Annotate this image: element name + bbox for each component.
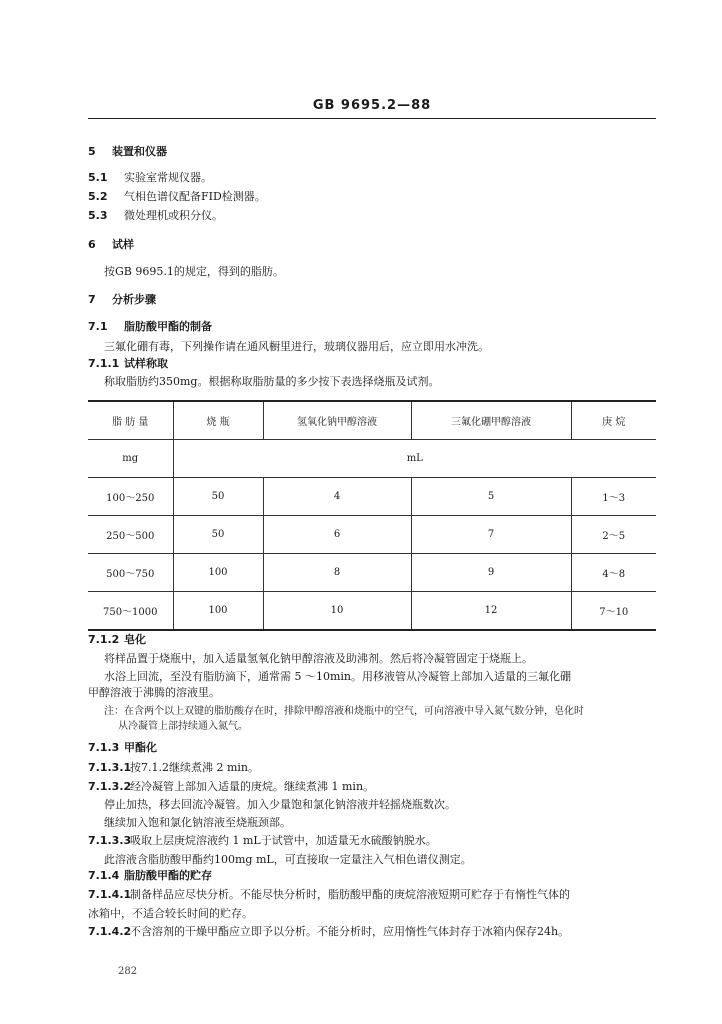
section-7-1-3-1: 7.1.3.1按7.1.2继续煮沸 2 min。	[88, 761, 260, 774]
cell-flask: 50	[173, 478, 263, 516]
cell-bf3: 5	[411, 478, 571, 516]
cell-bf3: 7	[411, 516, 571, 554]
section-7-1-4-1: 7.1.4.1制备样品应尽快分析。不能尽快分析时，脂肪酸甲酯的庚烷溶液短期可贮存于有惰性气体的	[88, 888, 570, 901]
section-5-1: 5.1 实验室常规仪器。	[88, 171, 212, 184]
section-7-1-3-2-p3: 继续加入饱和氯化钠溶液至烧瓶颈部。	[104, 816, 291, 829]
cell-fat: 250～500	[88, 516, 173, 554]
unit-mg: mg	[88, 440, 173, 478]
section-7-1-text: 三氟化硼有毒，下列操作请在通风橱里进行，玻璃仪器用后，应立即用水冲洗。	[104, 340, 489, 353]
cell-bf3: 9	[411, 554, 571, 592]
header-flask: 烧 瓶	[173, 401, 263, 440]
section-7-1-1-text: 称取脂肪约350mg。根据称取脂肪量的多少按下表选择烧瓶及试剂。	[104, 375, 440, 388]
cell-fat: 750～1000	[88, 592, 173, 631]
cell-heptane: 1～3	[571, 478, 656, 516]
section-5-3: 5.3 微处理机或积分仪。	[88, 209, 223, 222]
table-header-row	[88, 401, 656, 440]
cell-flask: 50	[173, 516, 263, 554]
section-7-1-2-heading: 7.1.2 皂化	[88, 633, 146, 646]
section-7-1-4-1-cont: 冰箱中，不适合较长时间的贮存。	[88, 907, 253, 920]
section-7-1-heading: 7.1 脂肪酸甲酯的制备	[88, 320, 212, 333]
reagent-table	[88, 400, 656, 631]
cell-fat: 100～250	[88, 478, 173, 516]
section-7-1-3-heading: 7.1.3 甲酯化	[88, 741, 157, 754]
cell-bf3: 12	[411, 592, 571, 631]
cell-naoh: 10	[263, 592, 411, 631]
page-number: 282	[118, 966, 138, 977]
cell-flask: 100	[173, 554, 263, 592]
table-row	[88, 478, 656, 516]
section-7-1-1-heading: 7.1.1 试样称取	[88, 357, 168, 370]
section-7-1-3-2: 7.1.3.2经冷凝管上部加入适量的庚烷。继续煮沸 1 min。	[88, 780, 375, 793]
section-7-heading: 7 分析步骤	[88, 293, 156, 306]
cell-heptane: 2～5	[571, 516, 656, 554]
section-7-1-2-p1: 将样品置于烧瓶中，加入适量氢氧化钠甲醇溶液及助沸剂。然后将冷凝管固定于烧瓶上。	[104, 652, 533, 665]
cell-heptane: 4～8	[571, 554, 656, 592]
header-bf3-methanol: 三氟化硼甲醇溶液	[411, 401, 571, 440]
header-heptane: 庚 烷	[571, 401, 656, 440]
section-7-1-2-note-a: 注：在含两个以上双键的脂肪酸存在时，排除甲醇溶液和烧瓶中的空气，可向溶液中导入氮气数分钟，皂化时	[104, 706, 584, 717]
cell-naoh: 6	[263, 516, 411, 554]
unit-ml: mL	[173, 440, 656, 478]
section-6-heading: 6 试样	[88, 238, 134, 251]
section-7-1-4-2: 7.1.4.2不含溶剂的干燥甲酯应立即予以分析。不能分析时，应用惰性气体封存于冰箱内保存24h。	[88, 925, 570, 938]
header-rule	[88, 118, 656, 119]
standard-header: GB 9695.2—88	[312, 98, 432, 113]
header-naoh-methanol: 氢氧化钠甲醇溶液	[263, 401, 411, 440]
table-row	[88, 554, 656, 592]
section-5-2: 5.2 气相色谱仪配备FID检测器。	[88, 190, 266, 203]
table-row	[88, 592, 656, 631]
section-7-1-2-p2b: 甲醇溶液于沸腾的溶液里。	[88, 686, 220, 699]
cell-heptane: 7～10	[571, 592, 656, 631]
cell-naoh: 4	[263, 478, 411, 516]
section-7-1-2-note-b: 从冷凝管上部持续通入氮气。	[118, 721, 248, 732]
section-6-text: 按GB 9695.1的规定，得到的脂肪。	[104, 265, 284, 278]
cell-naoh: 8	[263, 554, 411, 592]
section-5-heading: 5 装置和仪器	[88, 145, 167, 158]
section-7-1-3-3-p2: 此溶液含脂肪酸甲酯约100mg mL，可直接取一定量注入气相色谱仪测定。	[104, 853, 472, 866]
table-unit-row	[88, 440, 656, 478]
table-row	[88, 516, 656, 554]
section-7-1-3-3: 7.1.3.3吸取上层庚烷溶液约 1 mL于试管中，加适量无水硫酸钠脱水。	[88, 834, 437, 847]
header-fat-amount: 脂 肪 量	[88, 401, 173, 440]
section-7-1-4-heading: 7.1.4 脂肪酸甲酯的贮存	[88, 869, 212, 882]
section-7-1-2-p2a: 水浴上回流，至没有脂肪滴下，通常需 5 ～10min。用移液管从冷凝管上部加入适量的三氟化硼	[104, 670, 572, 683]
cell-fat: 500～750	[88, 554, 173, 592]
section-7-1-3-2-p2: 停止加热，移去回流冷凝管。加入少量饱和氯化钠溶液并轻摇烧瓶数次。	[104, 798, 456, 811]
cell-flask: 100	[173, 592, 263, 631]
